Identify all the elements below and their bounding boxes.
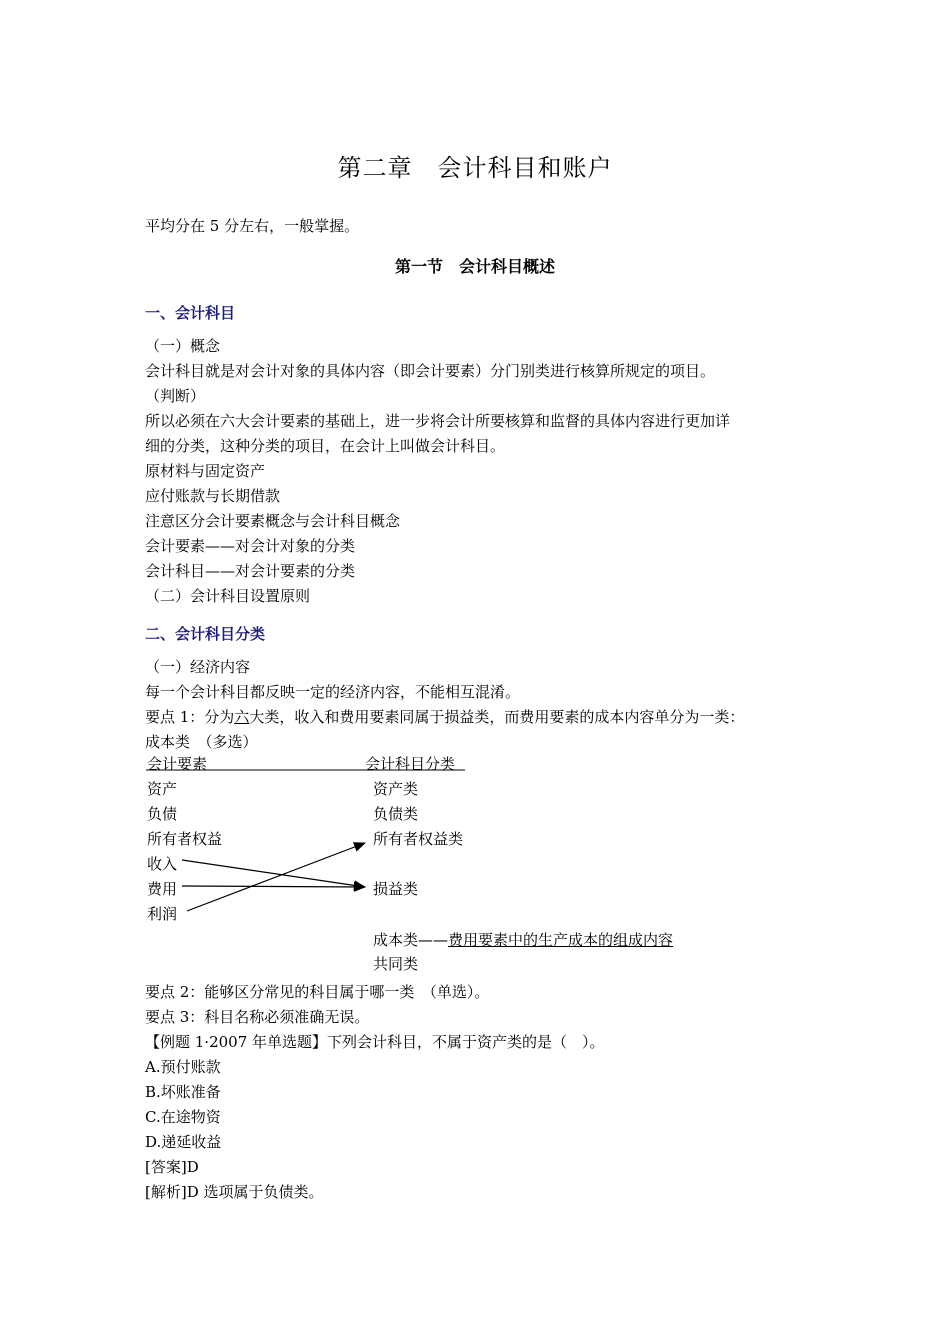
option-d: D.递延收益	[145, 1133, 222, 1151]
option-a: A.预付账款	[145, 1058, 221, 1076]
paragraph-line: 注意区分会计要素概念与会计科目概念	[145, 512, 401, 530]
paragraph-line: 所以必须在六大会计要素的基础上，进一步将会计所要核算和监督的具体内容进行更加详	[145, 412, 731, 430]
option-b: B.坏账准备	[145, 1083, 221, 1101]
explanation: [解析]D 选项属于负债类。	[145, 1183, 324, 1201]
paragraph-line: 会计科目就是对会计对象的具体内容（即会计要素）分门别类进行核算所规定的项目。	[145, 362, 716, 380]
cost-prefix: 成本类——	[373, 931, 449, 949]
element-item: 负债	[147, 805, 178, 823]
category-item: 损益类	[373, 880, 419, 898]
intro-text: 平均分在 5 分左右，一般掌握。	[145, 217, 360, 235]
classification-diagram	[140, 748, 740, 978]
element-item: 所有者权益	[147, 830, 223, 848]
page-title: 第二章 会计科目和账户	[337, 154, 613, 182]
heading-accounting-subjects: 一、会计科目	[145, 304, 236, 322]
element-item: 收入	[147, 855, 178, 873]
category-item: 负债类	[373, 805, 419, 823]
section-title: 第一节 会计科目概述	[394, 257, 555, 276]
category-item: 资产类	[373, 780, 419, 798]
paragraph-line: 每一个会计科目都反映一定的经济内容，不能相互混淆。	[145, 683, 521, 701]
paragraph-line: 要点 2：能够区分常见的科目属于哪一类 （单选）。	[145, 983, 490, 1001]
cost-category	[373, 929, 673, 950]
paragraph-line: 会计要素——对会计对象的分类	[145, 537, 356, 555]
paragraph-line: 成本类 （多选）	[145, 733, 258, 751]
point1-suffix: 大类，收入和费用要素同属于损益类，而费用要素的成本内容单分为一类：	[249, 708, 745, 726]
cost-underlined: 费用要素中的生产成本的组成内容	[448, 931, 674, 949]
block-economic-content	[145, 655, 744, 755]
paragraph-line: （判断）	[145, 387, 206, 405]
element-item: 资产	[147, 780, 178, 798]
paragraph-line: 要点 3：科目名称必须准确无误。	[145, 1008, 370, 1026]
common-category: 共同类	[373, 955, 419, 973]
arrow-profit	[187, 843, 365, 911]
paragraph-line: 细的分类，这种分类的项目，在会计上叫做会计科目。	[145, 437, 506, 455]
paragraph-line: 【例题 1·2007 年单选题】下列会计科目，不属于资产类的是（ ）。	[145, 1033, 605, 1051]
category-item: 所有者权益类	[373, 830, 464, 848]
option-c: C.在途物资	[145, 1108, 221, 1126]
right-header: 会计科目分类	[365, 755, 456, 773]
paragraph-line: 应付账款与长期借款	[145, 487, 281, 505]
element-item: 费用	[147, 880, 178, 898]
answer: [答案]D	[145, 1158, 199, 1176]
paragraph-line	[145, 705, 744, 730]
block-example	[145, 980, 605, 1205]
paragraph-line: （一）概念	[145, 337, 221, 355]
arrow-expense	[182, 886, 365, 887]
paragraph-line: （二）会计科目设置原则	[145, 587, 311, 605]
paragraph-line: （一）经济内容	[145, 658, 251, 676]
paragraph-line: 会计科目——对会计要素的分类	[145, 562, 356, 580]
point1-underlined: 六	[234, 708, 250, 726]
paragraph-line: 原材料与固定资产	[145, 462, 266, 480]
heading-classification: 二、会计科目分类	[145, 625, 266, 643]
arrow-income	[182, 860, 365, 887]
block-concept	[145, 334, 730, 609]
element-item: 利润	[147, 905, 178, 923]
left-header: 会计要素	[147, 755, 208, 773]
point1-prefix: 要点 1：分为	[145, 708, 235, 726]
